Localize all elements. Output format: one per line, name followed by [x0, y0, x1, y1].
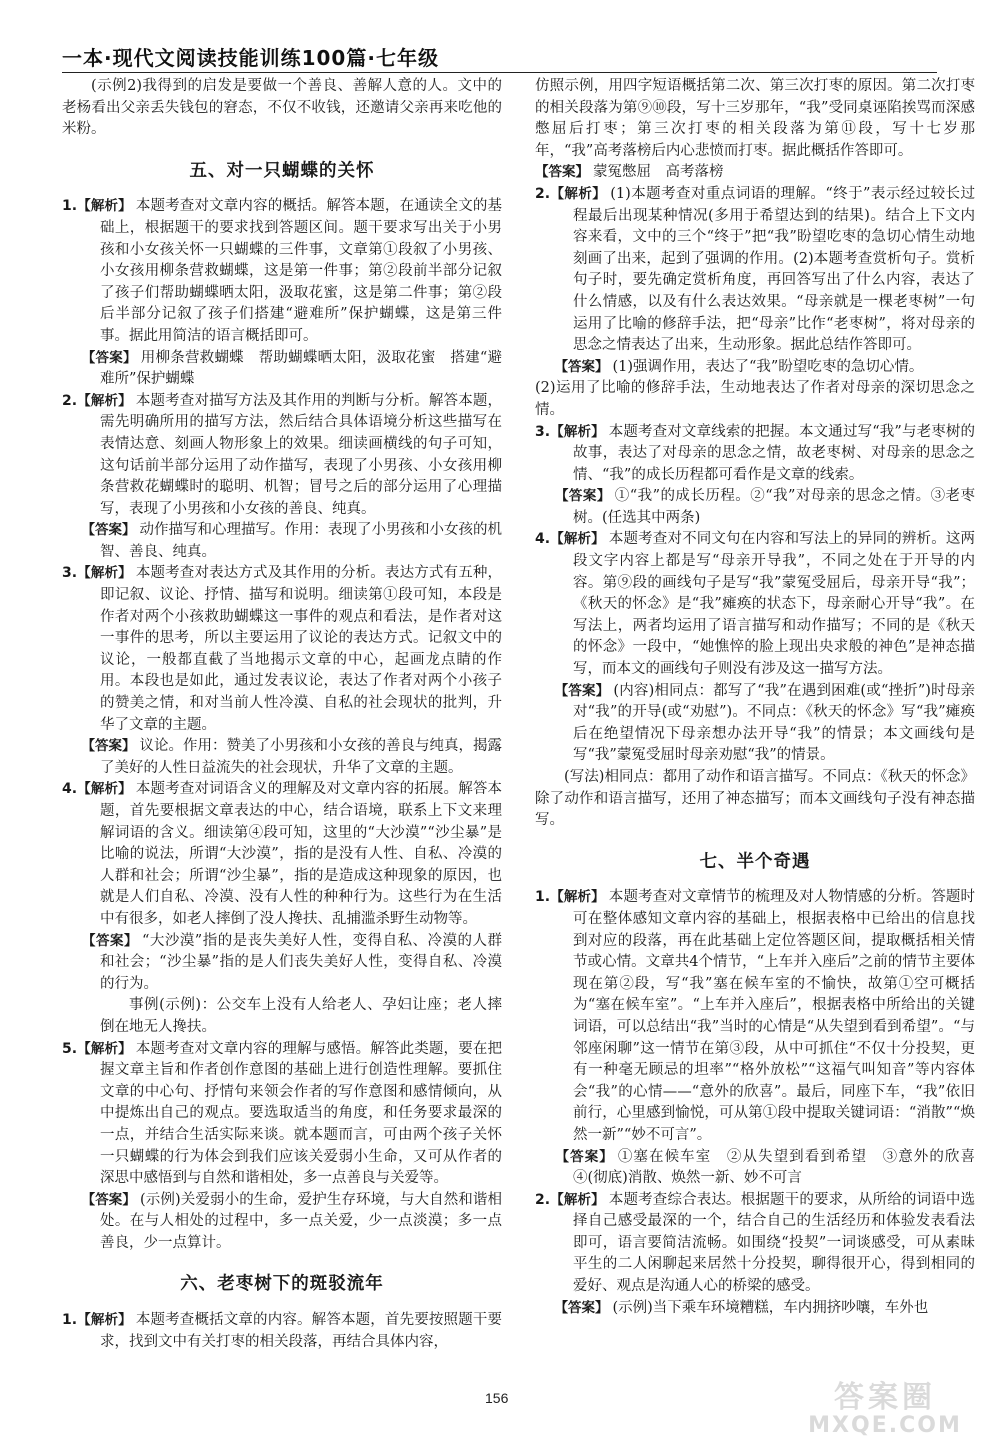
question-item: 1.【解析】 本题考查概括文章的内容。解答本题，首先要按照题干要求，找到文中有关打枣的相关段落，再结合具体内容， — [62, 1312, 502, 1350]
answer-item: 【答案】 (1)强调作用，表达了“我”盼望吃枣的急切心情。 — [554, 358, 924, 375]
answer-item: 【答案】 ①塞在候车室 ②从失望到看到希望 ③意外的欣喜 ④(彻底)消散、焕然一新、妙不可言 — [554, 1148, 990, 1187]
question-item: 2.【解析】 (1)本题考查对重点词语的理解。“终于”表示经过较长过程最后出现某种情况(多用于希望达到的结果)。结合上下文内容来看，文中的三个“终于”把“我”盼望吃枣的急切心情生动地刻画了出来，起到了强调的作用。(2)本题考查赏析句子。赏析句子时，要先确定赏析角度，再回答写出了什么内容，表达了什么情感，以及有什么表达效果。“母亲就是一棵老枣树”一句运用了比喻的修辞手法，把“母亲”比作“老枣树”，将对母亲的思念之情表达了出来，生动形象。据此总结作答即可。 — [535, 185, 975, 354]
answer-continuation: (2)运用了比喻的修辞手法，生动地表达了作者对母亲的深切思念之情。 — [535, 380, 975, 418]
question-item: 4.【解析】 本题考查对不同文句在内容和写法上的异同的辨析。这两段文字内容上都是写“母亲开导我”，不同之处在于开导的内容。第⑨段的画线句子是写“我”蒙冤受屈后，母亲开导“我”；《秋天的怀念》是“我”瘫痪的状态下，母亲耐心开导“我”。在写法上，两者均运用了语言描写和动作描写；不同的是《秋天的怀念》一段中，“她憔悴的脸上现出央求般的神色”是神态描写，而本文的画线句子则没有涉及这一描写方法。 — [535, 531, 975, 678]
question-item: 2.【解析】 本题考查对描写方法及其作用的判断与分析。解答本题，需先明确所用的描写方法，然后结合具体语境分析这些描写在表情达意、刻画人物形象上的效果。细读画横线的句子可知，这句话前半部分运用了动作描写，表现了小男孩、小女孩用柳条营救花蝴蝶时的聪明、机智；冒号之后的部分运用了心理描写，表现了小男孩和小女孩的善良、纯真。 — [62, 392, 502, 517]
section-title-7: 七、半个奇遇 — [699, 851, 811, 872]
section-title-6: 六、老枣树下的斑驳流年 — [180, 1274, 384, 1295]
answer-label: 【答案】 — [81, 349, 137, 366]
question-item: 2.【解析】 本题考查综合表达。根据题干的要求，从所给的词语中选择自己感受最深的一个，结合自己的生活经历和体验发表看法即可，语言要简洁流畅。如围绕“投契”一词谈感受，可从素昧平生的二人闲聊起来居然十分投契，聊得很开心，得到相同的爱好、观点是沟通人心的桥梁的感受。 — [535, 1191, 975, 1295]
intro-paragraph: (示例2)我得到的启发是要做一个善良、善解人意的人。文中的老杨看出父亲丢失钱包的窘态，不仅不收钱，还邀请父亲再来吃他的米粉。 — [62, 78, 502, 138]
answer-item: 【答案】 ①“我”的成长历程。②“我”对母亲的思念之情。③老枣树。(任选其中两条) — [554, 488, 975, 526]
section-title-5: 五、对一只蝴蝶的关怀 — [189, 160, 375, 181]
question-item: 1.【解析】 本题考查对文章内容的概括。解答本题，在通读全文的基础上，根据题干的要求找到答题区间。题干要求写出关于小男孩和小女孩关怀一只蝴蝶的三件事，文章第①段叙了小男孩、小女孩用柳条营救蝴蝶，这是第一件事；第②段前半部分记叙了孩子们帮助蝴蝶晒太阳，汲取花蜜，这是第二件事；第②段后半部分记叙了孩子们搭建“避难所”保护蝴蝶，这是第三件事。据此用简洁的语言概括即可。 — [62, 198, 502, 344]
continued-paragraph: 仿照示例，用四字短语概括第二次、第三次打枣的原因。第二次打枣的相关段落为第⑨⑩段，写十三岁那年，“我”受同桌诬陷挨骂而深感憋屈后打枣；第三次打枣的相关段落为第⑪段，写十七岁那年，“我”高考落榜后内心悲愤而打枣。据此概括作答即可。 — [535, 78, 975, 159]
answer-item: 【答案】 动作描写和心理描写。作用：表现了小男孩和小女孩的机智、善良、纯真。 — [81, 522, 503, 560]
question-item: 3.【解析】 本题考查对表达方式及其作用的分析。表达方式有五种，即记叙、议论、抒情、描写和说明。细读第①段可知，本段是作者对两个小孩救助蝴蝶这一事件的观点和看法，是作者对这一事件的思考，所以主要运用了议论的表达方式。记叙文中的议论，一般都直截了当地揭示文章的中心，起画龙点睛的作用。本段也是如此，通过发表议论，表达了作者对两个小孩子的赞美之情，和对当前人性冷漠、自私的社会现状的批判，升华了文章的主题。 — [62, 565, 502, 733]
answer-item: 【答案】 (示例)关爱弱小的生命，爱护生存环境，与大自然和谐相处。在与人相处的过程中，多一点关爱，少一点淡漠；多一点善良，少一点算计。 — [81, 1191, 503, 1251]
answer-item: 【答案】 (内容)相同点：都写了“我”在遇到困难(或“挫折”)时母亲对“我”的开导(或“劝慰”)。不同点：《秋天的怀念》写“我”瘫痪后在绝望情况下母亲想办法开导“我”的情景；本文画线句是写“我”蒙冤受屈时母亲劝慰“我”的情景。 — [554, 682, 976, 764]
page-number: 156 — [485, 1390, 509, 1406]
question-item: 5.【解析】 本题考查对文章内容的理解与感悟。解答此类题，要在把握文章主旨和作者创作意图的基础上进行创造性理解。要抓住文章的中心句、抒情句来领会作者的写作意图和感情倾向，从中提炼出自己的观点。要选取适当的角度，和任务要求最深的一点，并结合生活实际来谈。就本题而言，可由两个孩子关怀一只蝴蝶的行为体会到我们应该关爱弱小生命，又可从作者的深思中感悟到与自然和谐相处，多一点善良与关爱等。 — [62, 1040, 502, 1187]
answer-item: 【答案】 “大沙漠”指的是丧失美好人性，变得自私、冷漠的人群和社会；“沙尘暴”指的是人们丧失美好人性，变得自私、冷漠的行为。 — [81, 932, 503, 992]
analysis-label: 【解析】 — [77, 198, 132, 215]
example-paragraph: 事例(示例)：公交车上没有人给老人、孕妇让座；老人摔倒在地无人搀扶。 — [100, 997, 502, 1035]
left-column — [62, 76, 502, 1353]
question-item: 1.【解析】 本题考查对文章情节的梳理及对人物情感的分析。答题时可在整体感知文章内容的基础上，根据表格中已给出的信息找到对应的段落，再在此基础上定位答题区间，提取概括相关情节或心情。文章共4个情节，“上车并入座后”之前的情节主要体现在第②段，写“我”塞在候车室的不愉快，故第①空可概括为“塞在候车室”。“上车并入座后”，根据表格中所给出的关键词语，可以总结出“我”当时的心情是“从失望到看到希望”。“与邻座闲聊”这一情节在第③段，从中可抓住“不仅十分投契，更有一种毫无顾忌的坦率”“格外放松”“这福气叫知音”等内容体会“我”的心情——“意外的欣喜”。最后，同座下车，“我”依旧前行，心里感到愉悦，可从第①段中提取关键词语：“消散”“焕然一新”“妙不可言”。 — [535, 889, 975, 1143]
question-item: 4.【解析】 本题考查对词语含义的理解及对文章内容的拓展。解答本题，首先要根据文章表达的中心，结合语境，联系上下文来理解词语的含义。细读第④段可知，这里的“大沙漠”“沙尘暴”是比喻的说法，所谓“大沙漠”，指的是没有人性、自私、冷漠的人群和社会；所谓“沙尘暴”，指的是造成这种现象的原因，也就是人们自私、冷漠、没有人性的种种行为。这些行为在生活中有很多，如老人摔倒了没人搀扶、乱捕滥杀野生动物等。 — [62, 781, 502, 927]
question-item: 3.【解析】 本题考查对文章线索的把握。本文通过写“我”与老枣树的故事，表达了对母亲的思念之情，故老枣树、对母亲的思念之情、“我”的成长历程都可看作是文章的线索。 — [535, 423, 975, 483]
book-header-title: 一本·现代文阅读技能训练100篇·七年级 — [62, 46, 439, 70]
right-column — [535, 76, 990, 1319]
answer-item: 【答案】 议论。作用：赞美了小男孩和小女孩的善良与纯真，揭露了美好的人性日益流失的社会现状，升华了文章的主题。 — [81, 738, 503, 776]
answer-item: 【答案】 用柳条营救蝴蝶 帮助蝴蝶晒太阳，汲取花蜜 搭建“避难所”保护蝴蝶 — [81, 349, 503, 388]
answer-continuation: (写法)相同点：都用了动作和语言描写。不同点：《秋天的怀念》除了动作和语言描写，还用了神态描写；而本文画线句子没有神态描写。 — [535, 769, 975, 829]
answer-item: 【答案】 (示例)当下乘车环境糟糕，车内拥挤吵嚷，车外也 — [554, 1299, 929, 1316]
header-rule — [62, 72, 937, 73]
watermark-logo: 答案圈 MXQE.COM — [808, 1380, 962, 1438]
answer-item: 【答案】 蒙冤憋屈 高考落榜 — [535, 164, 724, 181]
